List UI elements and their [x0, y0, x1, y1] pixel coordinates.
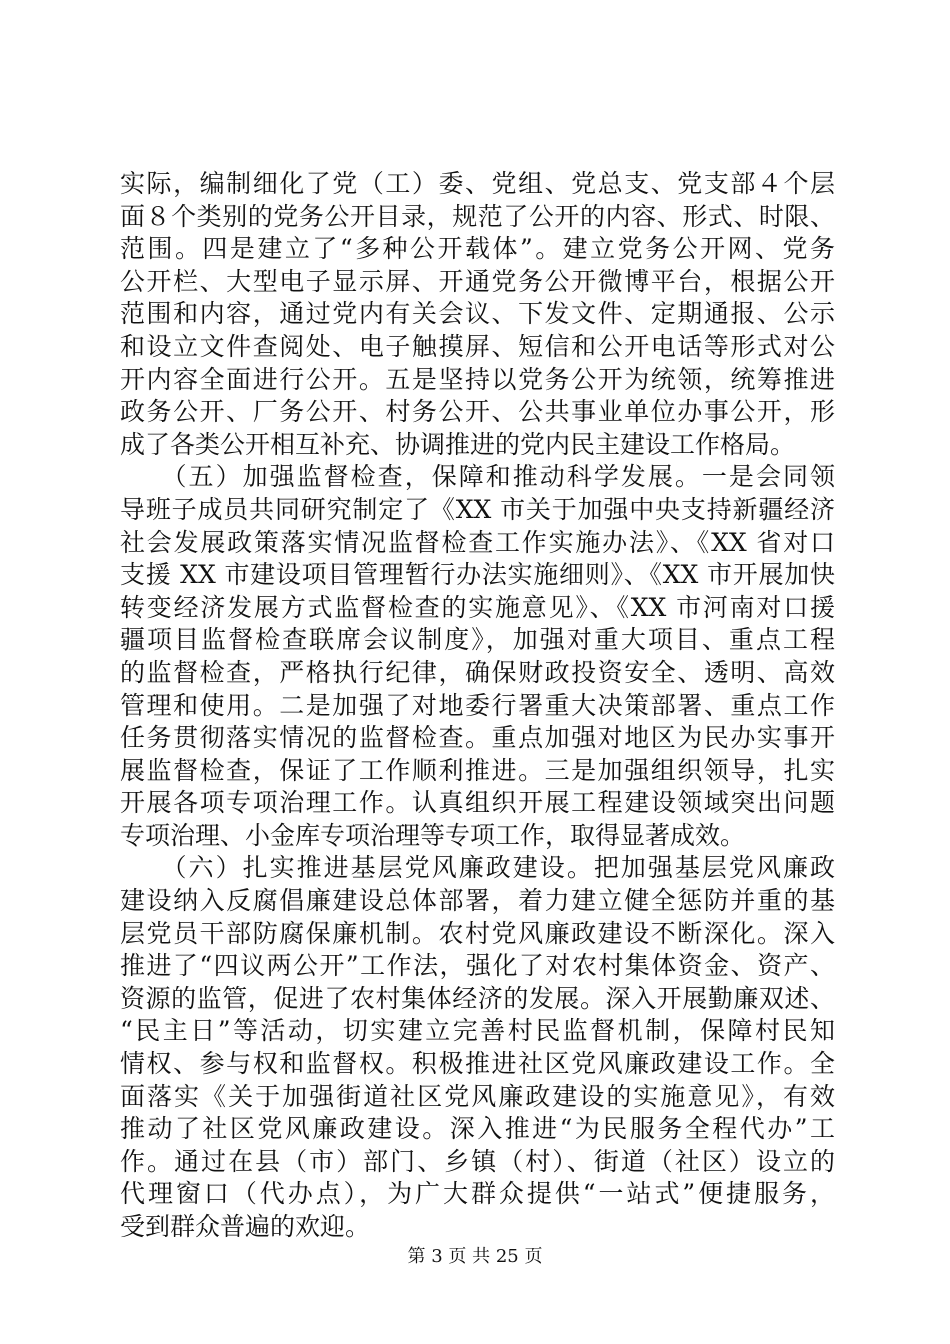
- text-line: 政务公开、厂务公开、村务公开、公共事业单位办事公开，形: [120, 397, 835, 427]
- text-line: 推动了社区党风廉政建设。深入推进“为民服务全程代办”工: [120, 1114, 835, 1144]
- text-line: 社会发展政策落实情况监督检查工作实施办法》、《XX 省对口: [120, 527, 835, 557]
- text-line: 代理窗口（代办点），为广大群众提供“一站式”便捷服务，: [120, 1179, 835, 1209]
- text-line: 范围。四是建立了“多种公开载体”。建立党务公开网、党务: [120, 234, 835, 264]
- text-line: （六）扎实推进基层党风廉政建设。把加强基层党风廉政: [120, 853, 835, 883]
- text-line: 成了各类公开相互补充、协调推进的党内民主建设工作格局。: [120, 429, 796, 459]
- text-line: 展监督检查，保证了工作顺利推进。三是加强组织领导，扎实: [120, 755, 835, 785]
- text-line: 专项治理、小金库专项治理等专项工作，取得显著成效。: [120, 820, 746, 850]
- text-line: 面８个类别的党务公开目录，规范了公开的内容、形式、时限、: [120, 201, 835, 231]
- text-line: 的监督检查，严格执行纪律，确保财政投资安全、透明、高效: [120, 657, 835, 687]
- page-footer: 第 3 页 共 25 页: [407, 1246, 543, 1267]
- text-line: 作。通过在县（市）部门、乡镇（村）、街道（社区）设立的: [120, 1146, 835, 1176]
- text-line: 推进了“四议两公开”工作法，强化了对农村集体资金、资产、: [120, 951, 835, 981]
- text-line: 建设纳入反腐倡廉建设总体部署，着力建立健全惩防并重的基: [120, 886, 835, 916]
- text-line: 支援 XX 市建设项目管理暂行办法实施细则》、《XX 市开展加快: [120, 560, 835, 590]
- text-line: （五）加强监督检查，保障和推动科学发展。一是会同领: [120, 462, 835, 492]
- text-line: 实际，编制细化了党（工）委、党组、党总支、党支部４个层: [120, 169, 835, 198]
- text-line: 开展各项专项治理工作。认真组织开展工程建设领域突出问题: [120, 788, 835, 818]
- text-line: 管理和使用。二是加强了对地委行署重大决策部署、重点工作: [120, 690, 835, 720]
- text-line: 层党员干部防腐保廉机制。农村党风廉政建设不断深化。深入: [120, 918, 835, 948]
- document-body: [120, 168, 835, 1244]
- text-line: 受到群众普遍的欢迎。: [120, 1212, 371, 1241]
- text-line: 转变经济发展方式监督检查的实施意见》、《XX 市河南对口援: [120, 592, 835, 622]
- text-line: 开内容全面进行公开。五是坚持以党务公开为统领，统筹推进: [120, 364, 835, 394]
- text-line: 面落实《关于加强街道社区党风廉政建设的实施意见》，有效: [120, 1081, 835, 1111]
- text-line: 情权、参与权和监督权。积极推进社区党风廉政建设工作。全: [120, 1049, 835, 1079]
- text-line: 范围和内容，通过党内有关会议、下发文件、定期通报、公示: [120, 299, 835, 329]
- text-line: 公开栏、大型电子显示屏、开通党务公开微博平台，根据公开: [120, 266, 835, 296]
- text-line: 疆项目监督检查联席会议制度》，加强对重大项目、重点工程: [120, 625, 835, 655]
- text-line: 任务贯彻落实情况的监督检查。重点加强对地区为民办实事开: [120, 723, 835, 753]
- text-line: 资源的监管，促进了农村集体经济的发展。深入开展勤廉双述、: [120, 983, 835, 1013]
- text-line: 导班子成员共同研究制定了《XX 市关于加强中央支持新疆经济: [120, 494, 835, 524]
- text-line: 和设立文件查阅处、电子触摸屏、短信和公开电话等形式对公: [120, 331, 835, 361]
- text-line: “民主日”等活动，切实建立完善村民监督机制，保障村民知: [120, 1016, 835, 1046]
